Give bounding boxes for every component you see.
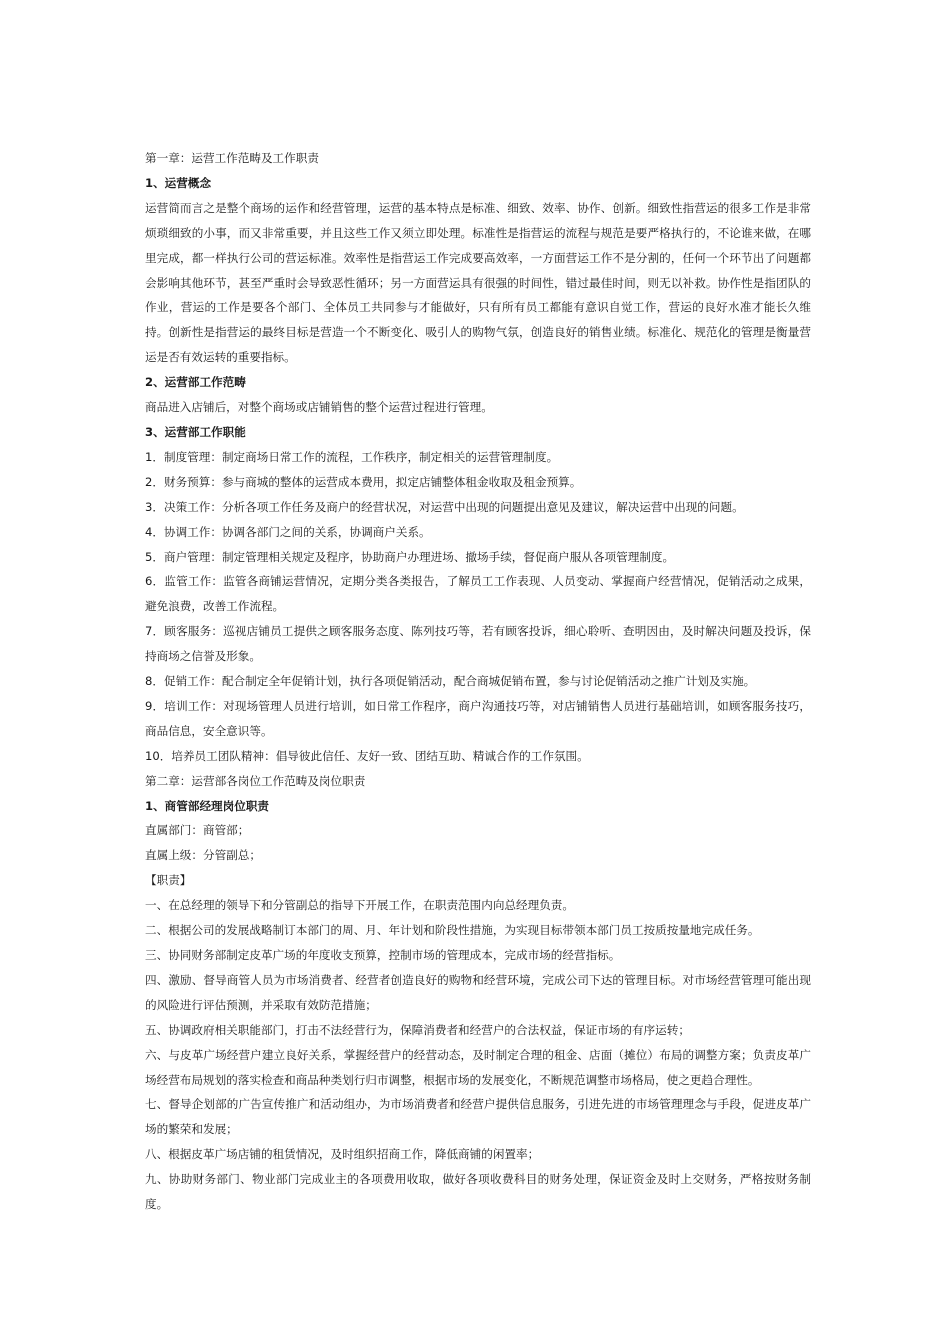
- chapter-1-title: 第一章：运营工作范畴及工作职责: [145, 151, 319, 165]
- function-item: 6．监管工作：监管各商铺运营情况，定期分类各类报告，了解员工工作表现、人员变动、掌握商户经营情况，促销活动之成果，避免浪费，改善工作流程。: [145, 574, 811, 614]
- function-item: 7．顾客服务：巡视店铺员工提供之顾客服务态度、陈列技巧等，若有顾客投诉，细心聆听、查明因由，及时解决问题及投诉，保持商场之信誉及形象。: [145, 624, 811, 664]
- duty-item: 五、协调政府相关职能部门，打击不法经营行为，保障消费者和经营户的合法权益，保证市场的有序运转；: [145, 1022, 690, 1037]
- section-1-heading: 1、运营概念: [145, 175, 212, 190]
- section-2-heading: 2、运营部工作范畴: [145, 375, 246, 390]
- function-item: 10．培养员工团队精神：倡导彼此信任、友好一致、团结互助、精诚合作的工作氛围。: [145, 748, 589, 763]
- duty-item: 一、在总经理的领导下和分管副总的指导下开展工作，在职责范围内向总经理负责。: [145, 898, 574, 913]
- function-item: 1．制度管理：制定商场日常工作的流程，工作秩序，制定相关的运营管理制度。: [145, 449, 559, 464]
- duty-item: 七、督导企划部的广告宣传推广和活动组办，为市场消费者和经营户提供信息服务，引进先进的市场管理理念与手段，促进皮革广场的繁荣和发展；: [145, 1097, 811, 1137]
- superior-line: 直属上级：分管副总；: [145, 848, 261, 863]
- function-item: 2．财务预算：参与商城的整体的运营成本费用，拟定店铺整体租金收取及租金预算。: [145, 474, 582, 489]
- duties-label: 【职责】: [145, 873, 192, 888]
- document-page: [145, 146, 811, 1217]
- chapter-2-title: 第二章：运营部各岗位工作范畴及岗位职责: [145, 773, 366, 788]
- function-item: 3．决策工作：分析各项工作任务及商户的经营状况，对运营中出现的问题提出意见及建议，解决运营中出现的问题。: [145, 499, 744, 514]
- function-item: 8．促销工作：配合制定全年促销计划，执行各项促销活动，配合商城促销布置，参与讨论促销活动之推广计划及实施。: [145, 674, 756, 689]
- department-line: 直属部门：商管部；: [145, 823, 250, 838]
- duty-item: 二、根据公司的发展战略制订本部门的周、月、年计划和阶段性措施，为实现目标带领本部门员工按质按量地完成任务。: [145, 923, 760, 938]
- function-item: 9．培训工作：对现场管理人员进行培训，如日常工作程序，商户沟通技巧等，对店铺销售人员进行基础培训，如顾客服务技巧，商品信息，安全意识等。: [145, 698, 811, 738]
- section-2-body: 商品进入店铺后，对整个商场或店铺销售的整个运营过程进行管理。: [145, 400, 493, 415]
- duty-item: 八、根据皮革广场店铺的租赁情况，及时组织招商工作，降低商铺的闲置率；: [145, 1147, 540, 1162]
- duty-item: 三、协同财务部制定皮革广场的年度收支预算，控制市场的管理成本，完成市场的经营指标。: [145, 948, 621, 962]
- section-3-heading: 3、运营部工作职能: [145, 424, 246, 439]
- section-1-body: 运营简而言之是整个商场的运作和经营管理，运营的基本特点是标准、细致、效率、协作、创新。细致性指营运的很多工作是非常烦琐细致的小事，而又非常重要，并且这些工作又须立即处理。标准性是指营运的流程与规范是要严格执行的，不论谁来做，在哪里完成，都一样执行公司的营运标准。效率性是指营运工作完成要高效率，一方面营运工作不是分割的，任何一个环节出了问题都会影响其他环节，甚至严重时会导致恶性循环；另一方面营运具有很强的时间性，错过最佳时间，则无以补救。协作性是指团队的作业，营运的工作是要各个部门、全体员工共同参与才能做好，只有所有员工都能有意识自觉工作，营运的良好水准才能长久维持。创新性是指营运的最终目标是营造一个不断变化、吸引人的购物气氛，创造良好的销售业绩。标准化、规范化的管理是衡量营运是否有效运转的重要指标。: [145, 200, 811, 365]
- duty-item: 四、激励、督导商管人员为市场消费者、经营者创造良好的购物和经营环境，完成公司下达的管理目标。对市场经营管理可能出现的风险进行评估预测，并采取有效防范措施；: [145, 972, 811, 1012]
- duty-item: 六、与皮革广场经营户建立良好关系，掌握经营户的经营动态，及时制定合理的租金、店面（摊位）布局的调整方案；负责皮革广场经营布局规划的落实检查和商品种类划行归市调整，根据市场的发展变化，不断规范调整市场格局，使之更趋合理性。: [145, 1047, 811, 1087]
- function-item: 5．商户管理：制定管理相关规定及程序，协助商户办理进场、撤场手续，督促商户服从各项管理制度。: [145, 549, 675, 564]
- function-item: 4．协调工作：协调各部门之间的关系，协调商户关系。: [145, 524, 431, 539]
- duty-item: 九、协助财务部门、物业部门完成业主的各项费用收取，做好各项收费科目的财务处理，保证资金及时上交财务，严格按财务制度。: [145, 1172, 811, 1212]
- chapter-2-section-1-heading: 1、商管部经理岗位职责: [145, 798, 270, 813]
